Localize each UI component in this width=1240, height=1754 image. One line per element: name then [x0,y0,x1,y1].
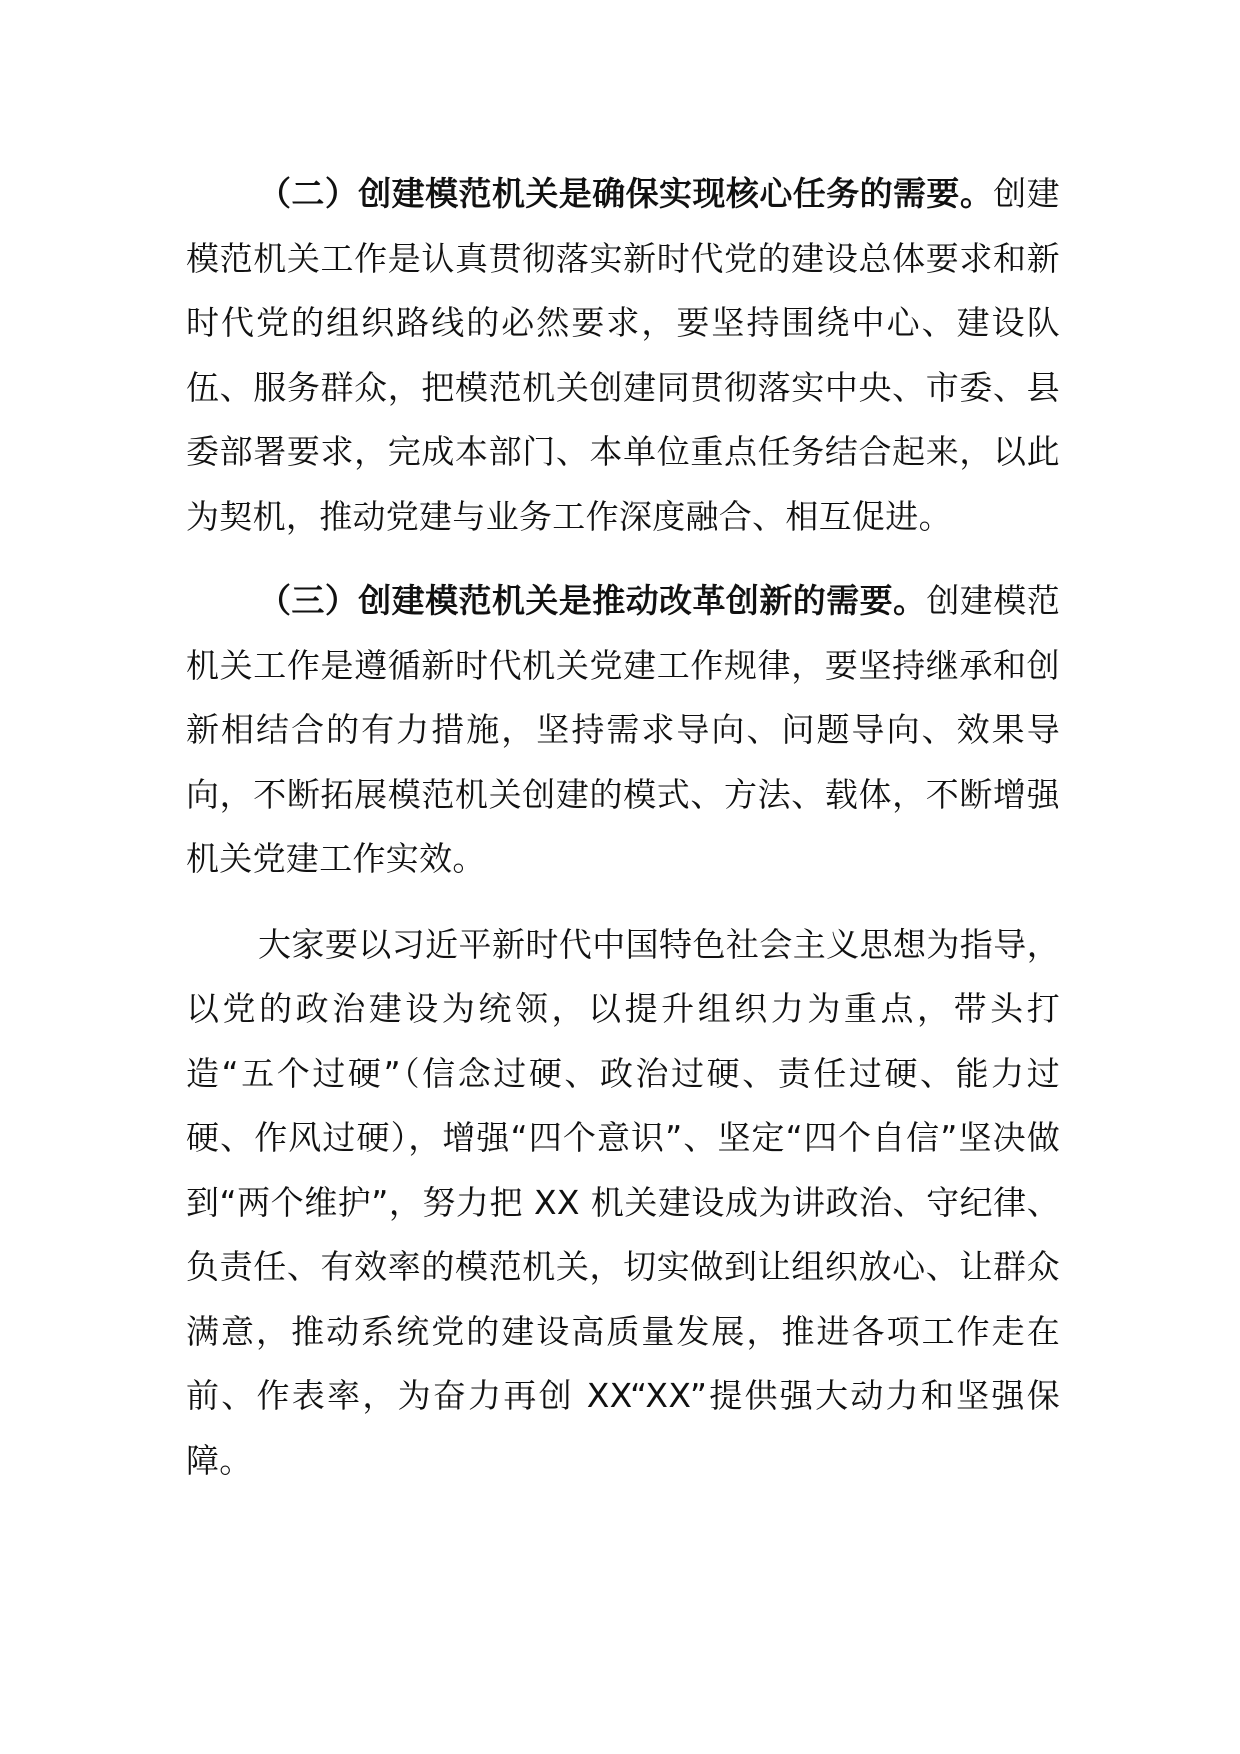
document-body [186,162,1060,1493]
paragraph-text: 创建模范机关工作是遵循新时代机关党建工作规律，要坚持继承和创新相结合的有力措施，坚持需求导向、问题导向、效果导向，不断拓展模范机关创建的模式、方法、载体，不断增强机关党建工作实效。 [186,581,1061,878]
paragraph-closing-requirements [186,913,1060,1494]
paragraph-text: 创建模范机关工作是认真贯彻落实新时代党的建设总体要求和新时代党的组织路线的必然要求，要坚持围绕中心、建设队伍、服务群众，把模范机关创建同贯彻落实中央、市委、县委部署要求，完成本部门、本单位重点任务结合起来，以此为契机，推动党建与业务工作深度融合、相互促进。 [186,174,1060,536]
section-heading-two: （二）创建模范机关是确保实现核心任务的需要。 [258,174,994,213]
paragraph-model-agency-core-tasks [186,162,1060,549]
section-heading-three: （三）创建模范机关是推动改革创新的需要。 [258,581,927,620]
paragraph-model-agency-reform [186,569,1060,892]
paragraph-text: 大家要以习近平新时代中国特色社会主义思想为指导，以党的政治建设为统领，以提升组织力为重点，带头打造“五个过硬”（信念过硬、政治过硬、责任过硬、能力过硬、作风过硬），增强“四个意识”、坚定“四个自信”坚决做到“两个维护”，努力把 XX 机关建设成为讲政治、守纪律、负责任、有效率的模范机关，切实做到让组织放心、让群众满意，推动系统党的建设高质量发展，推进各项工作走在前、作表率，为奋力再创 XX“XX”提供强大动力和坚强保障。 [186,924,1060,1480]
